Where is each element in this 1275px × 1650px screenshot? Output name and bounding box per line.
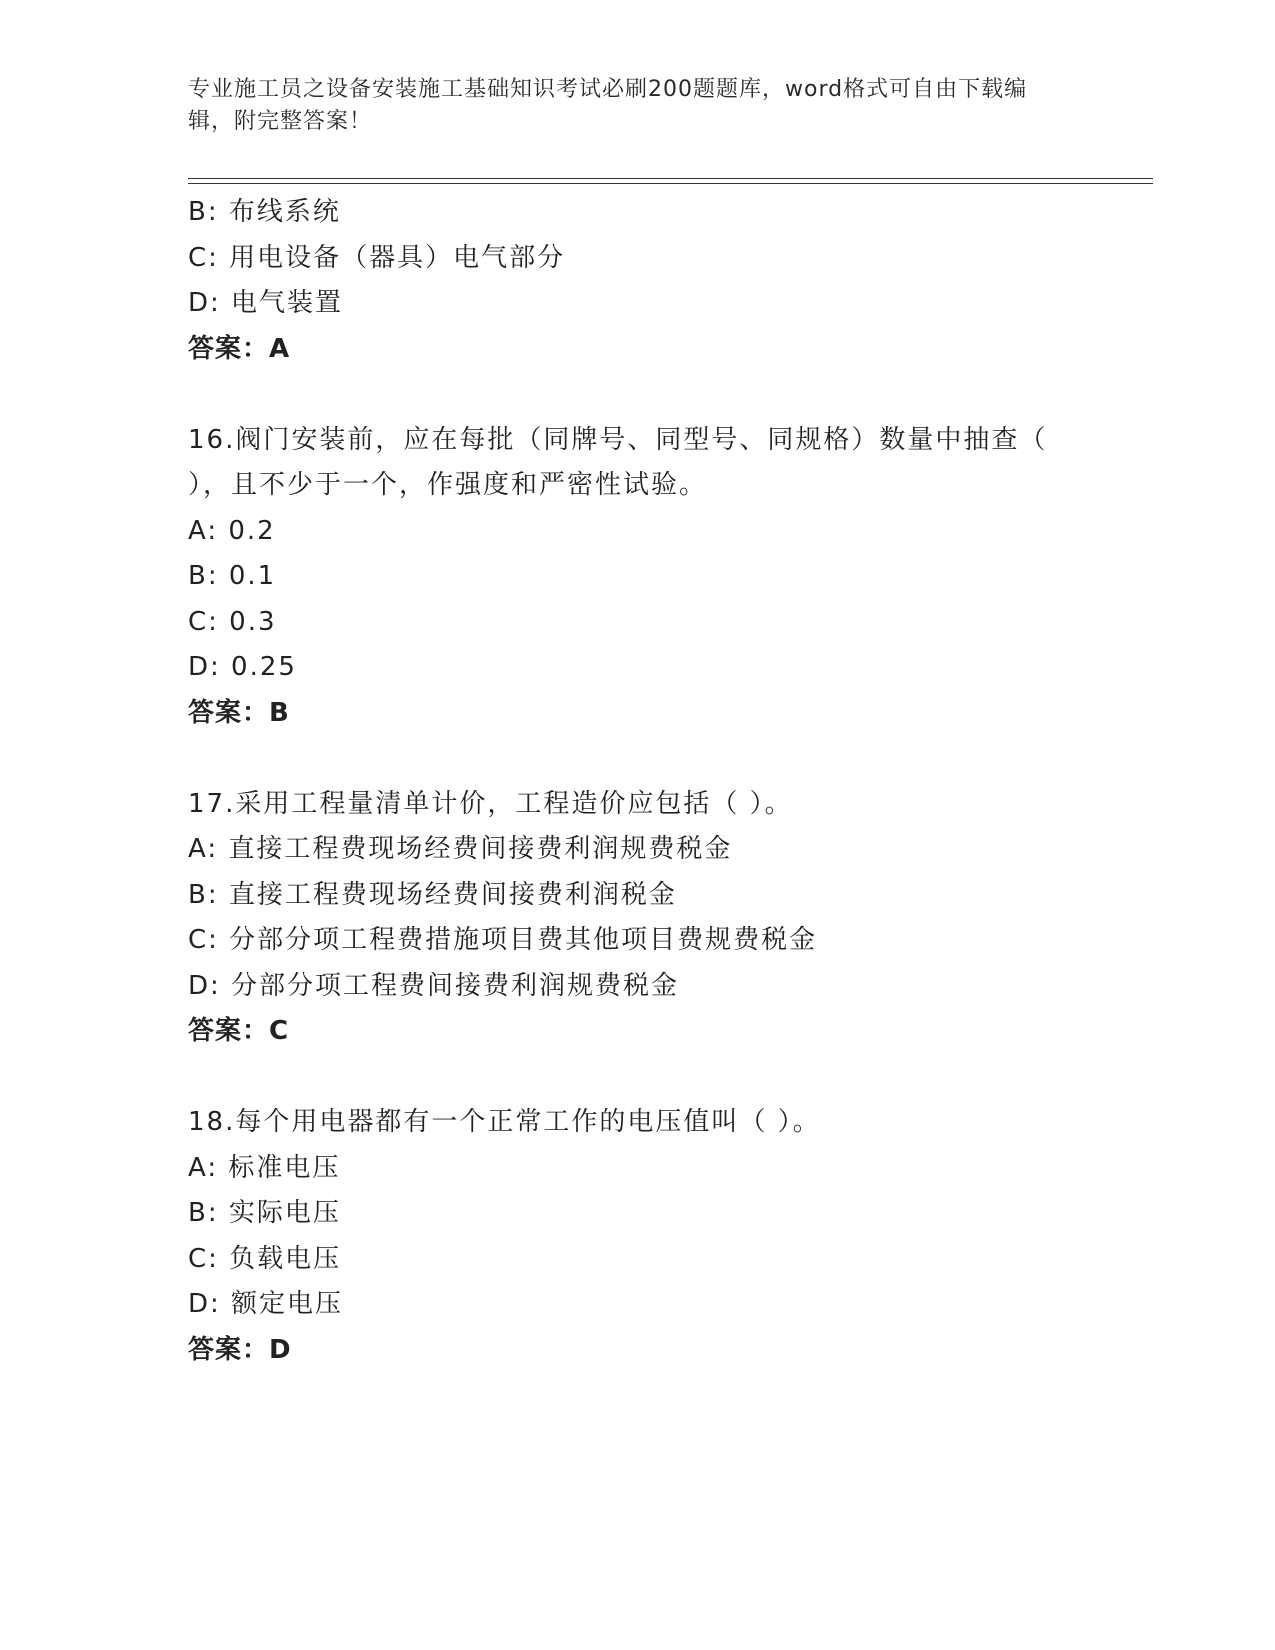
spacer — [188, 372, 1088, 418]
option-b: B: 0.1 — [188, 561, 277, 591]
answer-label: 答案：B — [188, 697, 290, 728]
header-divider-bottom — [188, 183, 1153, 184]
spacer — [188, 1055, 1088, 1101]
option-c: C: 分部分项工程费措施项目费其他项目费规费税金 — [188, 925, 818, 955]
option-b: B: 布线系统 — [188, 197, 341, 227]
document-header-title: 专业施工员之设备安装施工基础知识考试必刷200题题库，word格式可自由下载编辑，附完整答案！ — [188, 77, 1028, 134]
answer-label: 答案：D — [188, 1334, 292, 1365]
option-a: A: 直接工程费现场经费间接费利润规费税金 — [188, 834, 733, 864]
question-18-block — [188, 1100, 1088, 1373]
option-d: D: 额定电压 — [188, 1289, 344, 1319]
question-text: 17.采用工程量清单计价，工程造价应包括（ ）。 — [188, 788, 793, 819]
answer-label: 答案：A — [188, 333, 291, 364]
option-c: C: 负载电压 — [188, 1243, 342, 1274]
spacer — [188, 736, 1088, 782]
option-d: D: 电气装置 — [188, 288, 344, 318]
option-a: A: 标准电压 — [188, 1152, 341, 1183]
question-text: 16.阀门安装前，应在每批（同牌号、同型号、同规格）数量中抽查（ ），且不少于一个，作强度和严密性试验。 — [188, 424, 1048, 500]
option-c: C: 0.3 — [188, 606, 277, 637]
option-c: C: 用电设备（器具）电气部分 — [188, 242, 566, 273]
option-d: D: 0.25 — [188, 652, 297, 682]
question-16-block — [188, 418, 1088, 737]
question-list — [188, 190, 1088, 1373]
question-text: 18.每个用电器都有一个正常工作的电压值叫（ ）。 — [188, 1107, 821, 1137]
question-15-block — [188, 190, 1088, 372]
answer-label: 答案：C — [188, 1016, 290, 1046]
header-divider-top — [188, 178, 1153, 179]
option-b: B: 实际电压 — [188, 1198, 341, 1228]
option-d: D: 分部分项工程费间接费利润规费税金 — [188, 970, 680, 1001]
question-17-block — [188, 782, 1088, 1055]
option-b: B: 直接工程费现场经费间接费利润税金 — [188, 879, 677, 910]
option-a: A: 0.2 — [188, 515, 276, 546]
